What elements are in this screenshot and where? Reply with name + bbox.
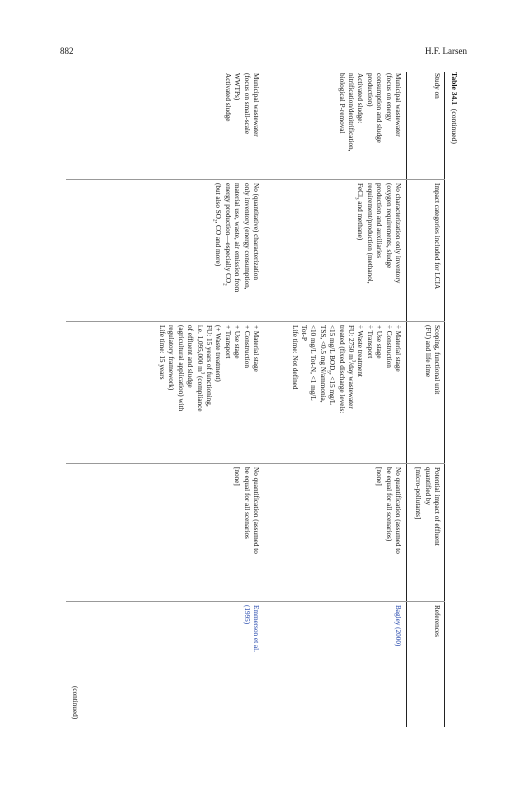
- cell-line: energy production—especially $CO_2$: [221, 183, 232, 286]
- column-divider: [66, 463, 445, 464]
- cell-line: material use, waste, air emission from: [233, 183, 242, 293]
- cell-line: production): [365, 73, 374, 107]
- table-cell-scoping: [289, 325, 402, 461]
- table-cell-effluent: [374, 467, 402, 599]
- cell-line: FeCl$_3$ and methane): [353, 183, 365, 241]
- column-header: [432, 183, 441, 319]
- cell-line: Activated sludge:: [356, 73, 365, 124]
- cell-line: Impact categories included for LCIA: [433, 183, 441, 290]
- cell-line: References: [433, 605, 441, 637]
- cell-line: regulatory framework): [167, 325, 176, 391]
- column-header: [422, 325, 441, 461]
- cell-line: only inventory (energy consumption,: [242, 183, 251, 290]
- cell-line: <10 mg/L Tot-N, <1 mg/L: [309, 325, 318, 401]
- cell-line: (+ Waste treatment): [214, 325, 223, 382]
- cell-line: (focus on energy: [384, 73, 393, 122]
- table-caption-suffix: (continued): [450, 108, 459, 144]
- cell-line: No (quantitative) characterization: [252, 183, 260, 280]
- cell-line: + Transport: [223, 325, 232, 359]
- cell-line: No quantification (assumed to: [394, 467, 402, 554]
- cell-line: FU: 2750 $m^3$/day wastewater: [346, 325, 356, 409]
- cell-line: ÷ Construction: [384, 325, 393, 368]
- page-number: 882: [60, 46, 74, 56]
- cell-line: Life time: 15 years: [157, 325, 166, 380]
- cell-line: requirement/production (methanol,: [365, 183, 374, 284]
- cell-line: (FU) and life time: [423, 325, 432, 378]
- column-divider: [66, 179, 445, 180]
- cell-line: quantified by: [423, 467, 432, 506]
- cell-line: of effluent and sludge: [186, 325, 195, 388]
- cell-line[interactable]: Bagley (2000): [394, 605, 402, 647]
- cell-line: No characterization only inventory: [394, 183, 402, 284]
- cell-line: + Use stage: [375, 325, 384, 359]
- cell-line: + Material stage: [252, 325, 260, 372]
- cell-line: ÷ Transport: [365, 325, 374, 359]
- cell-line: i.e. 1,095,000 $m^3$ (compliance: [195, 325, 204, 412]
- cell-line[interactable]: (1995): [242, 605, 251, 625]
- column-header: [413, 467, 441, 599]
- cell-line: (oxygen requirements, sludge: [384, 183, 393, 269]
- table-cell-impact: [213, 183, 260, 319]
- cell-line: biological P-removal: [337, 73, 346, 134]
- cell-line: + Use stage: [233, 325, 242, 359]
- table-cell-study: [222, 73, 260, 177]
- cell-line: (focus on small-scale: [242, 73, 251, 135]
- cell-line: ÷ Waste treatment: [356, 325, 365, 377]
- cell-line: TSS, <0.5 mg N/ammonia,: [318, 325, 327, 403]
- cell-line: [none]: [233, 467, 242, 486]
- cell-line: be equal for all scenarios): [384, 467, 393, 542]
- table-cell-study: [336, 73, 402, 177]
- cell-line: consumption and sludge: [375, 73, 384, 143]
- running-header-author: H.F. Larsen: [424, 46, 467, 56]
- cell-line: be equal for all scenarios: [242, 467, 251, 539]
- cell-line: Study on: [433, 73, 441, 99]
- table-cell-impact: [355, 183, 402, 319]
- column-header: [432, 605, 441, 723]
- cell-line: (but also $SO_2$, CO and more): [211, 183, 223, 267]
- cell-line: WWTPs): [233, 73, 242, 101]
- table-header-rule: [406, 72, 407, 727]
- cell-line: ÷ Material stage: [394, 325, 402, 372]
- table-cell-effluent: [232, 467, 260, 599]
- table-cell-references: [241, 605, 260, 723]
- cell-line: Potential impact of effluent: [433, 467, 441, 546]
- cell-line: <15 mg/L $BOD_5$, <15 mg/L: [325, 325, 337, 406]
- cell-line: production and auxiliaries: [375, 183, 384, 259]
- table-caption-label: Table 34.1: [450, 72, 459, 106]
- table-top-rule: [444, 72, 445, 727]
- cell-line: (agricultural application) with: [176, 325, 185, 412]
- cell-line[interactable]: Emmerson et al.: [252, 605, 260, 652]
- cell-line: Municipal wastewater: [394, 73, 402, 137]
- cell-line: nitrification/denitrification,: [346, 73, 355, 152]
- cell-line: Scoping, functional unit: [433, 325, 441, 395]
- column-divider: [66, 601, 445, 602]
- cell-line: Municipal wastewater: [252, 73, 260, 137]
- cell-line: + Construction: [242, 325, 251, 368]
- cell-line: Life time: Not defined: [290, 325, 299, 390]
- cell-line: [micro-pollutants]: [414, 467, 423, 520]
- column-header: [432, 73, 441, 177]
- table-caption: [450, 72, 459, 144]
- table-cell-references: [393, 605, 402, 723]
- cell-line: No quantification (assumed to: [252, 467, 260, 554]
- column-divider: [66, 321, 445, 322]
- cell-line: treated (fixed discharge levels:: [337, 325, 346, 414]
- cell-line: Activated sludge: [223, 73, 232, 122]
- table-continued-note: (continued): [71, 686, 79, 720]
- cell-line: [none]: [375, 467, 384, 486]
- table-cell-scoping: [157, 325, 260, 461]
- cell-line: Tot-P: [299, 325, 308, 341]
- cell-line: FU: 15 years of functioning,: [204, 325, 213, 407]
- rotated-table: [65, 72, 465, 727]
